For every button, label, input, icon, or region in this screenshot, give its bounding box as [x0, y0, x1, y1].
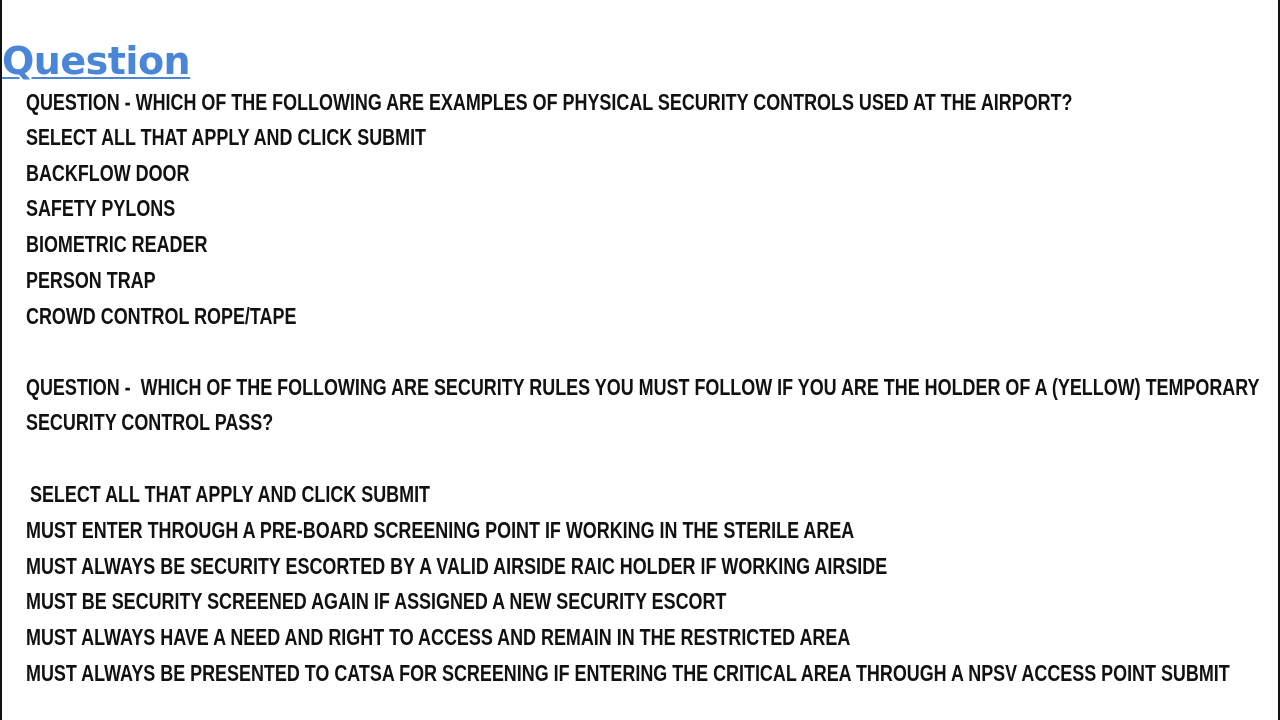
question-2-option: MUST BE SECURITY SCREENED AGAIN IF ASSIGNED A NEW SECURITY ESCORT [26, 588, 727, 614]
question-1-option: SAFETY PYLONS [26, 195, 176, 221]
question-1-option: BACKFLOW DOOR [26, 160, 190, 186]
question-2-instruction: SELECT ALL THAT APPLY AND CLICK SUBMIT [30, 481, 431, 507]
question-1-prompt: QUESTION - WHICH OF THE FOLLOWING ARE EXAMPLES OF PHYSICAL SECURITY CONTROLS USED AT THE AIRPORT? [26, 89, 1073, 115]
question-2-prompt: QUESTION - WHICH OF THE FOLLOWING ARE SECURITY RULES YOU MUST FOLLOW IF YOU ARE THE HOLDER OF A (YELLOW) TEMPORARY [26, 374, 1260, 400]
question-1-option: BIOMETRIC READER [26, 231, 208, 257]
question-2-prompt-continued: SECURITY CONTROL PASS? [26, 409, 274, 435]
question-2-option: MUST ALWAYS BE PRESENTED TO CATSA FOR SCREENING IF ENTERING THE CRITICAL AREA THROUGH A NPSV ACCESS POINT SUBMIT [26, 660, 1230, 686]
question-2-option: MUST ALWAYS BE SECURITY ESCORTED BY A VALID AIRSIDE RAIC HOLDER IF WORKING AIRSIDE [26, 553, 888, 579]
question-1-instruction: SELECT ALL THAT APPLY AND CLICK SUBMIT [26, 124, 427, 150]
page-title: Question [2, 39, 191, 83]
question-1-option: PERSON TRAP [26, 267, 156, 293]
question-2-option: MUST ENTER THROUGH A PRE-BOARD SCREENING POINT IF WORKING IN THE STERILE AREA [26, 517, 855, 543]
question-2-option: MUST ALWAYS HAVE A NEED AND RIGHT TO ACCESS AND REMAIN IN THE RESTRICTED AREA [26, 624, 851, 650]
question-1-option: CROWD CONTROL ROPE/TAPE [26, 303, 297, 329]
